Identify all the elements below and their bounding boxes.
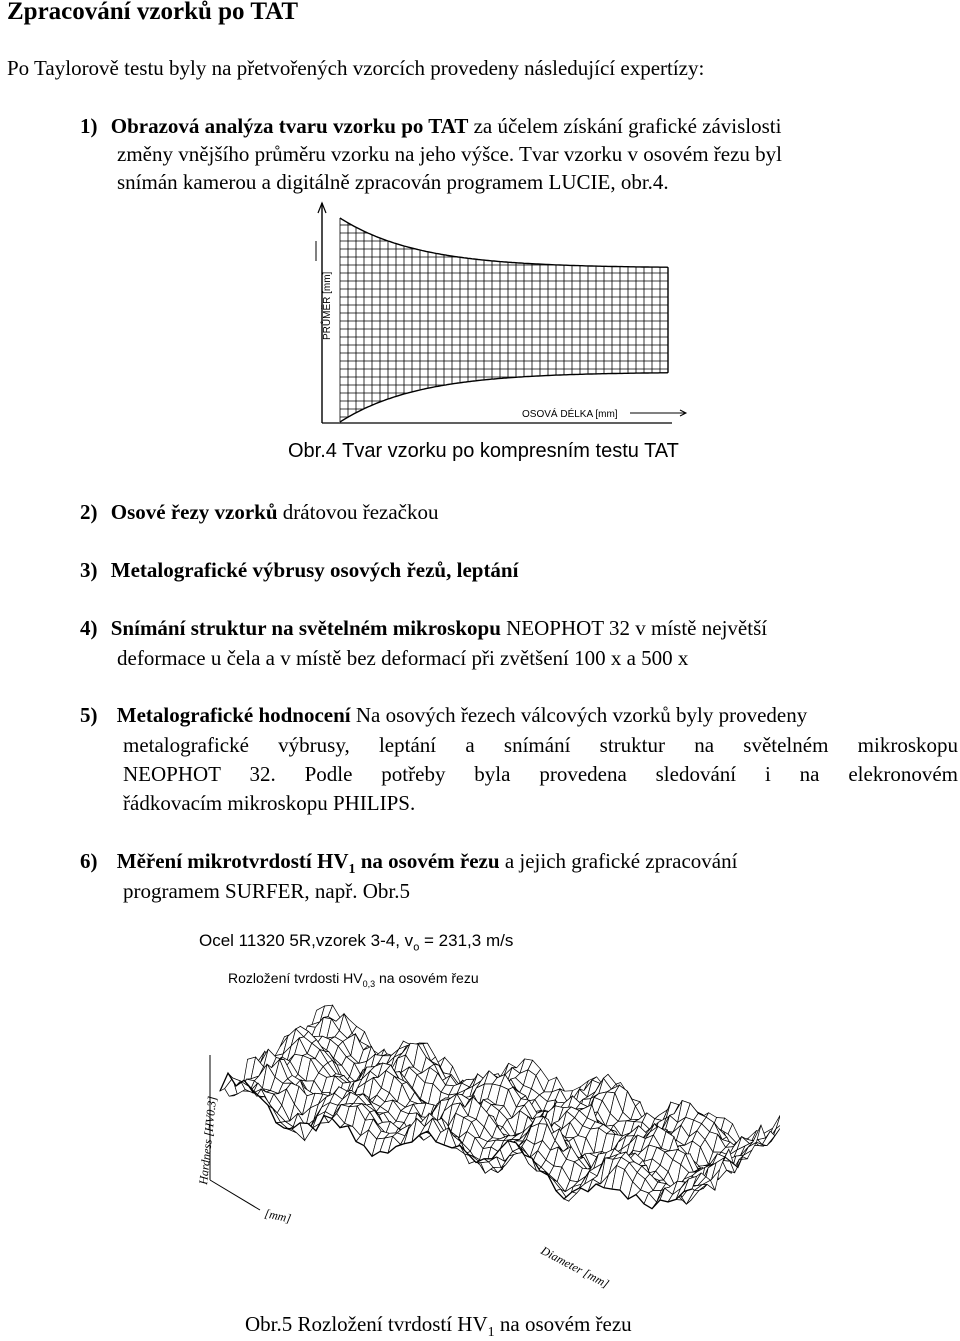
item-6-line-2: programem SURFER, např. Obr.5 <box>123 879 410 903</box>
item-2 <box>80 500 438 525</box>
item-6-text: a jejich grafické zpracování <box>499 849 738 873</box>
figure-5-y-label: Diameter [mm] <box>538 1243 612 1291</box>
item-6-number: 6) <box>80 849 98 873</box>
item-3-number: 3) <box>80 558 98 582</box>
figure-4-sample-shape <box>300 195 700 435</box>
intro-text: Po Taylorově testu byly na přetvořených vzorcích provedeny následující expertízy: <box>7 56 705 80</box>
item-4 <box>80 616 767 641</box>
figure-5-subheading-tail: na osovém řezu <box>375 970 479 986</box>
figure-5-heading-subscript: o <box>413 941 420 954</box>
item-6-heading-subscript: 1 <box>348 862 356 878</box>
item-6 <box>80 849 737 878</box>
item-3 <box>80 558 518 583</box>
figure-5-caption-subscript: 1 <box>487 1325 495 1341</box>
item-1-text: za účelem získání grafické závislosti <box>468 114 782 138</box>
item-5-line-3: NEOPHOT 32. Podle potřeby byla provedena sledování i na elekronovém <box>123 762 958 786</box>
figure-5-mesh <box>220 1005 780 1208</box>
figure-4-y-label: PRŮMĚR [mm] <box>322 271 333 340</box>
item-5-heading: Metalografické hodnocení <box>116 703 351 727</box>
item-2-number: 2) <box>80 500 98 524</box>
item-1-number: 1) <box>80 114 98 138</box>
item-5-text: Na osových řezech válcových vzorků byly provedeny <box>350 703 808 727</box>
figure-5-caption-tail: na osovém řezu <box>494 1312 632 1336</box>
item-1-line-3: snímán kamerou a digitálně zpracován programem LUCIE, obr.4. <box>117 170 669 194</box>
item-4-number: 4) <box>80 616 98 640</box>
item-3-heading: Metalografické výbrusy osových řezů, leptání <box>110 558 519 582</box>
figure-5-subheading <box>228 970 479 989</box>
item-1-line-2: změny vnějšího průměru vzorku na jeho výšce. Tvar vzorku v osovém řezu byl <box>117 142 783 166</box>
item-1 <box>80 114 781 139</box>
item-4-line-2: deformace u čela a v místě bez deformací při zvětšení 100 x a 500 x <box>117 646 689 670</box>
item-2-heading: Osové řezy vzorků <box>110 500 278 524</box>
item-5-number: 5) <box>80 703 98 727</box>
item-6-heading-tail: na osovém řezu <box>355 849 500 873</box>
figure-4-grid <box>340 218 668 422</box>
page-title: Zpracování vzorků po TAT <box>7 0 299 25</box>
item-4-heading: Snímání struktur na světelném mikroskopu <box>110 616 501 640</box>
figure-5-subheading-text: Rozložení tvrdosti HV <box>228 970 363 986</box>
figure-5-heading-tail: = 231,3 m/s <box>419 931 514 950</box>
figure-5-hardness-surface <box>190 995 780 1315</box>
figure-4-caption: Obr.4 Tvar vzorku po kompresním testu TAT <box>288 440 679 462</box>
item-1-heading: Obrazová analýza tvaru vzorku po TAT <box>110 114 469 138</box>
figure-5-subheading-subscript: 0,3 <box>362 978 376 989</box>
figure-4-x-label: OSOVÁ DÉLKA [mm] <box>522 409 618 420</box>
figure-5-caption-text: Obr.5 Rozložení tvrdostí HV <box>245 1312 488 1336</box>
figure-5-heading-text: Ocel 11320 5R,vzorek 3-4, v <box>199 931 414 950</box>
item-5-line-2: metalografické výbrusy, leptání a snímání struktur na světelném mikroskopu <box>123 733 958 757</box>
figure-5-heading <box>199 931 513 953</box>
item-6-heading: Měření mikrotvrdostí HV <box>116 849 349 873</box>
item-5 <box>80 703 807 728</box>
figure-5-x-label: [mm] <box>263 1206 293 1226</box>
item-4-text: NEOPHOT 32 v místě největší <box>500 616 768 640</box>
figure-5-caption <box>245 1312 632 1341</box>
item-5-line-4: řádkovacím mikroskopu PHILIPS. <box>123 791 416 815</box>
item-2-text: drátovou řezačkou <box>277 500 439 524</box>
figure-5-z-label: Hardness [HV0.3] <box>196 1095 220 1186</box>
